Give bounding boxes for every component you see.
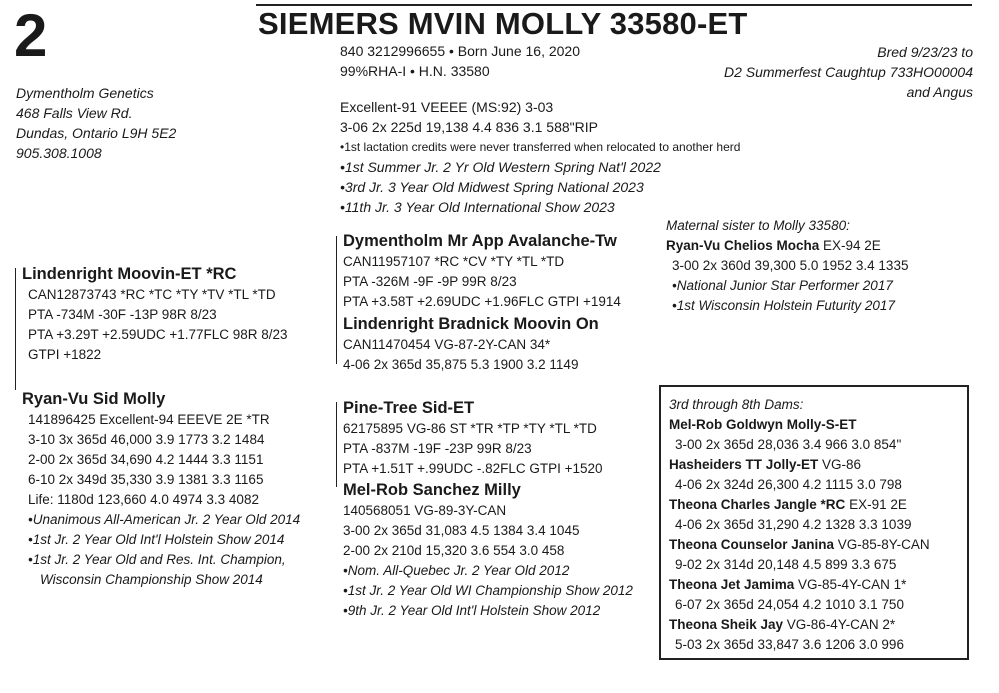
- ancestral-dam-heading: [669, 415, 967, 435]
- mgd-award: •1st Jr. 2 Year Old WI Championship Show 2012: [343, 583, 633, 598]
- sire-sire-name: Lindenright Bradnick Moovin On: [343, 315, 599, 333]
- mgd-name: Mel-Rob Sanchez Milly: [343, 481, 521, 499]
- page-title: SIEMERS MVIN MOLLY 33580-ET: [258, 6, 748, 41]
- ancestral-dam-classification: VG-86-4Y-CAN 2*: [783, 617, 896, 632]
- classification: Excellent-91 VEEEE (MS:92) 3-03: [340, 99, 554, 115]
- mgs-line: 62175895 VG-86 ST *TR *TP *TY *TL *TD: [343, 421, 597, 436]
- paternal-grandsire-block: [22, 264, 288, 365]
- dam-award: Wisconsin Championship Show 2014: [40, 572, 263, 587]
- sire-line: PTA -326M -9F -9P 99R 8/23: [343, 274, 517, 289]
- dam-award: •Unanimous All-American Jr. 2 Year Old 2014: [28, 512, 301, 527]
- bred-line: D2 Summerfest Caughtup 733HO00004: [723, 64, 973, 80]
- sire-line: CAN11957107 *RC *CV *TY *TL *TD: [343, 254, 565, 269]
- maternal-grandsire-block: [343, 398, 603, 479]
- bred-block: [724, 42, 973, 102]
- dam-block: [22, 389, 300, 590]
- maternal-sister-award: •National Junior Star Performer 2017: [672, 278, 893, 293]
- sire-sire-line: 4-06 2x 365d 35,875 5.3 1900 3.2 1149: [343, 357, 579, 372]
- lot-number: 2: [14, 2, 48, 69]
- sire-name: Dymentholm Mr App Avalanche-Tw: [343, 232, 617, 250]
- maternal-sister-intro: Maternal sister to Molly 33580:: [666, 218, 850, 233]
- sire-block: [343, 231, 621, 312]
- mgs-line: PTA -837M -19F -23P 99R 8/23: [343, 441, 532, 456]
- ancestral-dam-classification: EX-91 2E: [845, 497, 907, 512]
- consigner-line: 468 Falls View Rd.: [16, 105, 133, 121]
- ancestral-dams-box: [659, 385, 969, 660]
- ancestral-dam-heading: [669, 615, 967, 635]
- sire-sire-line: CAN11470454 VG-87-2Y-CAN 34*: [343, 337, 551, 352]
- dams-box-heading: 3rd through 8th Dams:: [669, 397, 804, 412]
- ancestral-dam-name: Hasheiders TT Jolly-ET: [669, 457, 819, 472]
- ancestral-dam-name: Theona Charles Jangle *RC: [669, 497, 846, 512]
- ancestral-dam-name: Theona Sheik Jay: [669, 617, 784, 632]
- dam-line: 141896425 Excellent-94 EEEVE 2E *TR: [28, 412, 270, 427]
- ancestral-dam-heading: [669, 575, 967, 595]
- lactation-note: •1st lactation credits were never transferred when relocated to another herd: [340, 140, 741, 154]
- award-line: •3rd Jr. 3 Year Old Midwest Spring National 2023: [340, 179, 644, 195]
- sire-sire-block: [343, 314, 599, 375]
- consigner-line: Dundas, Ontario L9H 5E2: [16, 125, 177, 141]
- bred-line: Bred 9/23/23 to: [877, 44, 973, 60]
- ancestral-dam-record: 6-07 2x 365d 24,054 4.2 1010 3.1 750: [675, 597, 904, 612]
- ancestral-dam-record: 4-06 2x 324d 26,300 4.2 1115 3.0 798: [675, 477, 902, 492]
- ancestral-dam-classification: VG-86: [818, 457, 862, 472]
- ancestral-dam-record: 9-02 2x 314d 20,148 4.5 899 3.3 675: [675, 557, 897, 572]
- award-line: •1st Summer Jr. 2 Yr Old Western Spring Nat'l 2022: [340, 159, 661, 175]
- mgd-line: 140568051 VG-89-3Y-CAN: [343, 503, 507, 518]
- pedigree-bracket: [15, 268, 16, 390]
- ancestral-dam-classification: VG-85-4Y-CAN 1*: [794, 577, 907, 592]
- maternal-sister-record: 3-00 2x 360d 39,300 5.0 1952 3.4 1335: [672, 258, 909, 273]
- maternal-granddam-block: [343, 480, 633, 621]
- bred-line: and Angus: [906, 84, 973, 100]
- record-block: [340, 97, 740, 217]
- dam-award: •1st Jr. 2 Year Old Int'l Holstein Show 2014: [28, 532, 285, 547]
- identity-line: 99%RHA-I • H.N. 33580: [340, 63, 490, 79]
- ancestral-dam-heading: [669, 535, 967, 555]
- identity-block: [340, 41, 580, 81]
- maternal-sister-award: •1st Wisconsin Holstein Futurity 2017: [672, 298, 895, 313]
- dam-name: Ryan-Vu Sid Molly: [22, 390, 166, 408]
- consigner-block: [16, 83, 176, 163]
- ancestral-dam-record: 3-00 2x 365d 28,036 3.4 966 3.0 854": [675, 437, 902, 452]
- pedigree-bracket: [336, 236, 337, 364]
- maternal-sister-name: Ryan-Vu Chelios Mocha: [666, 238, 820, 253]
- pgs-name: Lindenright Moovin-ET *RC: [22, 265, 237, 283]
- ancestral-dam-name: Mel-Rob Goldwyn Molly-S-ET: [669, 417, 857, 432]
- sire-line: PTA +3.58T +2.69UDC +1.96FLC GTPI +1914: [343, 294, 621, 309]
- pgs-line: PTA -734M -30F -13P 98R 8/23: [28, 307, 217, 322]
- mgd-line: 3-00 2x 365d 31,083 4.5 1384 3.4 1045: [343, 523, 580, 538]
- maternal-sister-heading: [666, 236, 908, 256]
- lactation-record: 3-06 2x 225d 19,138 4.4 836 3.1 588"RIP: [340, 119, 598, 135]
- identity-line: 840 3212996655 • Born June 16, 2020: [340, 43, 580, 59]
- mgd-award: •Nom. All-Quebec Jr. 2 Year Old 2012: [343, 563, 570, 578]
- ancestral-dam-classification: VG-85-8Y-CAN: [834, 537, 930, 552]
- dam-line: 6-10 2x 349d 35,330 3.9 1381 3.3 1165: [28, 472, 264, 487]
- mgs-line: PTA +1.51T +.99UDC -.82FLC GTPI +1520: [343, 461, 603, 476]
- ancestral-dam-name: Theona Counselor Janina: [669, 537, 835, 552]
- pgs-line: PTA +3.29T +2.59UDC +1.77FLC 98R 8/23: [28, 327, 288, 342]
- dam-award: •1st Jr. 2 Year Old and Res. Int. Champion,: [28, 552, 286, 567]
- dam-line: Life: 1180d 123,660 4.0 4974 3.3 4082: [28, 492, 259, 507]
- maternal-sister-block: [666, 216, 908, 316]
- award-line: •11th Jr. 3 Year Old International Show 2023: [340, 199, 615, 215]
- pgs-line: CAN12873743 *RC *TC *TY *TV *TL *TD: [28, 287, 276, 302]
- mgs-name: Pine-Tree Sid-ET: [343, 399, 475, 417]
- ancestral-dam-record: 4-06 2x 365d 31,290 4.2 1328 3.3 1039: [675, 517, 912, 532]
- dam-line: 3-10 3x 365d 46,000 3.9 1773 3.2 1484: [28, 432, 265, 447]
- ancestral-dam-name: Theona Jet Jamima: [669, 577, 795, 592]
- maternal-sister-classification: EX-94 2E: [819, 238, 881, 253]
- ancestral-dam-heading: [669, 495, 967, 515]
- mgd-line: 2-00 2x 210d 15,320 3.6 554 3.0 458: [343, 543, 565, 558]
- ancestral-dam-heading: [669, 455, 967, 475]
- ancestral-dam-record: 5-03 2x 365d 33,847 3.6 1206 3.0 996: [675, 637, 904, 652]
- consigner-line: Dymentholm Genetics: [16, 85, 154, 101]
- dam-line: 2-00 2x 365d 34,690 4.2 1444 3.3 1151: [28, 452, 264, 467]
- pgs-line: GTPI +1822: [28, 347, 102, 362]
- pedigree-bracket: [336, 402, 337, 487]
- consigner-line: 905.308.1008: [16, 145, 102, 161]
- mgd-award: •9th Jr. 2 Year Old Int'l Holstein Show 2012: [343, 603, 601, 618]
